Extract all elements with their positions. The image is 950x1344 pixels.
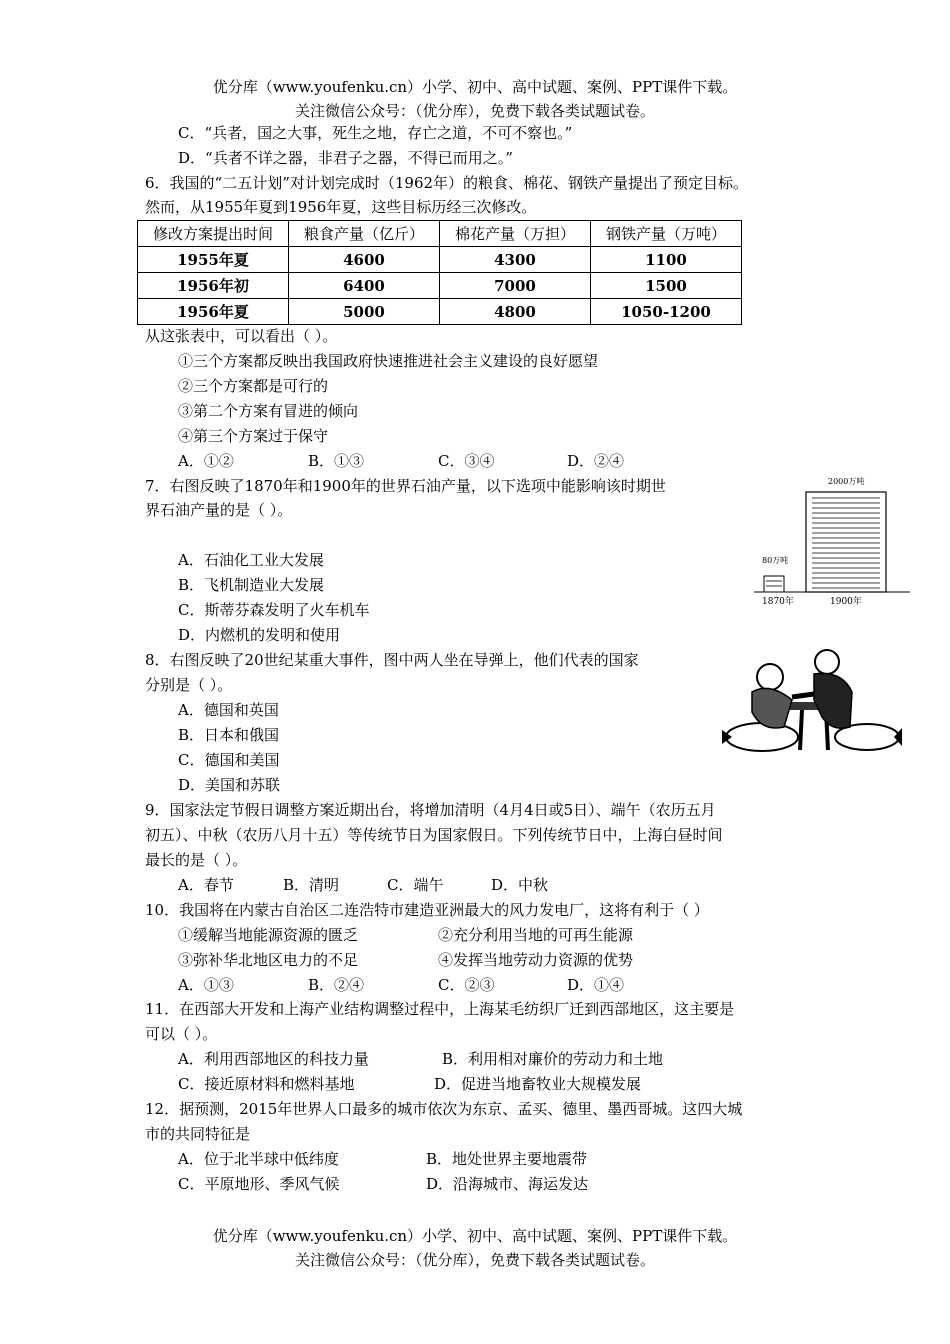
table-cell: 1050-1200 (591, 299, 742, 325)
q5-option-d: D．“兵者不详之器，非君子之器，不得已而用之。” (178, 149, 513, 167)
table-row (138, 299, 742, 325)
q9-option-d: D．中秋 (491, 876, 549, 894)
q10-option-d: D．①④ (567, 976, 625, 994)
q9-option-b: B．清明 (283, 876, 340, 894)
cold-war-cartoon (722, 642, 902, 772)
figure-left-body (752, 688, 792, 728)
table-cell: 1500 (591, 273, 742, 299)
q7-option-a: A．石油化工业大发展 (178, 551, 324, 569)
table-cell: 1100 (591, 247, 742, 273)
q9-stem-2: 初五）、中秋（农历八月十五）等传统节日为国家假日。下列传统节日中，上海白昼时间 (145, 826, 723, 844)
arm-wrestle (792, 694, 814, 697)
table-cell: 5000 (289, 299, 440, 325)
table-header-row (138, 221, 742, 247)
q10-option-a: A．①③ (178, 976, 234, 994)
table-cell: 4800 (440, 299, 591, 325)
q6-option-b: B．①③ (308, 452, 365, 470)
q8-option-b: B．日本和俄国 (178, 726, 280, 744)
footer-line-1: 优分库（www.youfenku.cn）小学、初中、高中试题、案例、PPT课件下载。 (212, 1227, 738, 1245)
table-cell: 6400 (289, 273, 440, 299)
header-line-1: 优分库（www.youfenku.cn）小学、初中、高中试题、案例、PPT课件下载。 (212, 78, 738, 96)
q6-item-4: ④第三个方案过于保守 (178, 427, 329, 445)
missile-left (726, 723, 798, 751)
q7-option-c: C．斯蒂芬森发明了火车机车 (178, 601, 370, 619)
q12-option-c: C．平原地形、季风气候 (178, 1175, 340, 1193)
q9-stem-3: 最长的是（ ）。 (145, 851, 248, 869)
q11-stem-2: 可以（ ）。 (145, 1025, 218, 1043)
footer-line-2: 关注微信公众号：（优分库），免费下载各类试题试卷。 (294, 1251, 655, 1269)
table-cell: 7000 (440, 273, 591, 299)
year-1900: 1900年 (830, 597, 862, 607)
figure-right-body (814, 673, 852, 728)
q11-option-c: C．接近原材料和燃料基地 (178, 1075, 355, 1093)
q6-option-d: D．②④ (567, 452, 625, 470)
q6-item-3: ③第二个方案有冒进的倾向 (178, 402, 359, 420)
q6-stem-1: 6．我国的“二五计划”对计划完成时（1962年）的粮食、棉花、钢铁产量提出了预定目标。 (145, 174, 749, 192)
q10-item-4: ④发挥当地劳动力资源的优势 (438, 951, 634, 969)
q11-option-d: D．促进当地畜牧业大规模发展 (434, 1075, 642, 1093)
label-2000: 2000万吨 (828, 477, 865, 486)
q10-item-1: ①缓解当地能源资源的匮乏 (178, 926, 359, 944)
table-cell: 4300 (440, 247, 591, 273)
q10-option-b: B．②④ (308, 976, 365, 994)
q6-item-1: ①三个方案都反映出我国政府快速推进社会主义建设的良好愿望 (178, 352, 599, 370)
table-cell: 4600 (289, 247, 440, 273)
table-header: 钢铁产量（万吨） (591, 221, 742, 247)
q8-option-d: D．美国和苏联 (178, 776, 281, 794)
q12-option-d: D．沿海城市、海运发达 (426, 1175, 589, 1193)
q6-option-c: C．③④ (438, 452, 495, 470)
q6-after-table: 从这张表中，可以看出（ ）。 (145, 327, 338, 345)
bar-1870 (764, 576, 784, 592)
table-cell: 1956年夏 (138, 299, 289, 325)
q10-stem: 10．我国将在内蒙古自治区二连浩特市建造亚洲最大的风力发电厂，这将有利于（ ） (145, 901, 709, 919)
table-cell: 1956年初 (138, 273, 289, 299)
production-table (137, 220, 742, 325)
q6-stem-2: 然而，从1955年夏到1956年夏，这些目标历经三次修改。 (145, 198, 537, 216)
q9-option-a: A．春节 (178, 876, 234, 894)
q5-option-c: C．“兵者，国之大事，死生之地，存亡之道，不可不察也。” (178, 124, 573, 142)
q8-option-a: A．德国和英国 (178, 701, 279, 719)
year-1870: 1870年 (762, 597, 794, 607)
table-row (138, 247, 742, 273)
q7-option-d: D．内燃机的发明和使用 (178, 626, 341, 644)
bar-hatching (812, 498, 880, 588)
label-80: 80万吨 (762, 556, 789, 565)
q8-option-c: C．德国和美国 (178, 751, 280, 769)
q10-item-3: ③弥补华北地区电力的不足 (178, 951, 359, 969)
q11-stem-1: 11．在西部大开发和上海产业结构调整过程中，上海某毛纺织厂迁到西部地区，这主要是 (145, 1000, 735, 1018)
q8-stem-1: 8．右图反映了20世纪某重大事件，图中两人坐在导弹上，他们代表的国家 (145, 651, 639, 669)
q12-stem-1: 12．据预测，2015年世界人口最多的城市依次为东京、孟买、德里、墨西哥城。这四大城 (145, 1100, 743, 1118)
q10-item-2: ②充分利用当地的可再生能源 (438, 926, 634, 944)
q6-item-2: ②三个方案都是可行的 (178, 377, 329, 395)
q11-option-b: B．利用相对廉价的劳动力和土地 (442, 1050, 664, 1068)
q10-option-c: C．②③ (438, 976, 495, 994)
q7-stem-2: 界石油产量的是（ ）。 (145, 501, 293, 519)
q6-option-a: A．①② (178, 452, 234, 470)
figure-right-head (815, 650, 839, 674)
q9-stem-1: 9．国家法定节假日调整方案近期出台，将增加清明（4月4日或5日）、端午（农历五月 (145, 801, 716, 819)
q9-option-c: C．端午 (387, 876, 444, 894)
header-line-2: 关注微信公众号：（优分库），免费下载各类试题试卷。 (294, 102, 655, 120)
q12-option-a: A．位于北半球中低纬度 (178, 1150, 339, 1168)
q7-option-b: B．飞机制造业大发展 (178, 576, 325, 594)
table-cell: 1955年夏 (138, 247, 289, 273)
table-header: 修改方案提出时间 (138, 221, 289, 247)
q11-option-a: A．利用西部地区的科技力量 (178, 1050, 369, 1068)
q7-stem-1: 7．右图反映了1870年和1900年的世界石油产量，以下选项中能影响该时期世 (145, 477, 666, 495)
table-header: 棉花产量（万担） (440, 221, 591, 247)
table-row (138, 273, 742, 299)
table-header: 粮食产量（亿斤） (289, 221, 440, 247)
bar-1900 (806, 492, 886, 592)
figure-left-head (757, 664, 783, 690)
q12-stem-2: 市的共同特征是 (145, 1125, 251, 1143)
q12-option-b: B．地处世界主要地震带 (426, 1150, 588, 1168)
oil-production-figure (750, 472, 920, 612)
q8-stem-2: 分别是（ ）。 (145, 676, 233, 694)
